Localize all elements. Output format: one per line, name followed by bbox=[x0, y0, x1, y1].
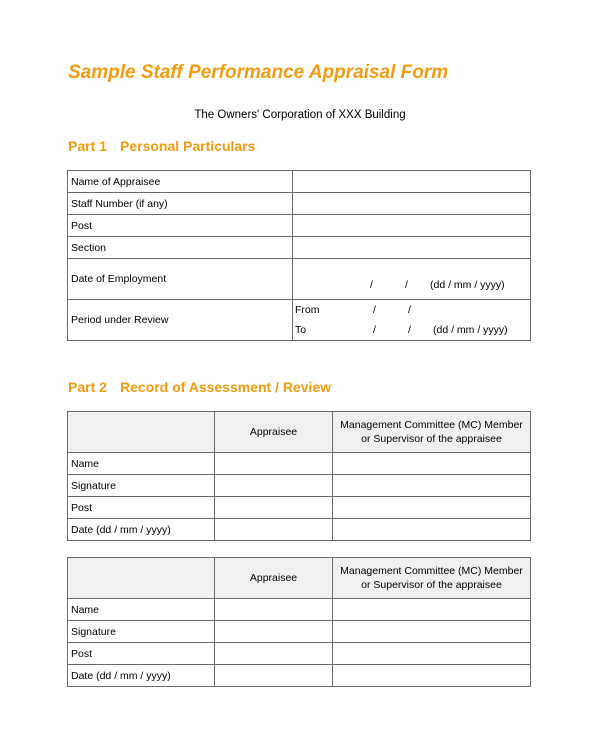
personal-particulars-table bbox=[67, 170, 531, 341]
table-row bbox=[68, 193, 531, 215]
table-row bbox=[68, 237, 531, 259]
date-format-hint: (dd / mm / yyyy) bbox=[433, 324, 508, 336]
form-title: Sample Staff Performance Appraisal Form bbox=[68, 62, 449, 83]
appraisee-signature-field[interactable] bbox=[215, 621, 333, 643]
appraisee-name-field[interactable] bbox=[215, 453, 333, 475]
signature-label: Signature bbox=[68, 621, 215, 643]
table-header-row bbox=[68, 558, 531, 599]
appraisee-column-header: Appraisee bbox=[215, 558, 333, 599]
header-blank bbox=[68, 558, 215, 599]
part2-number: Part 2 bbox=[68, 379, 107, 395]
table-row bbox=[68, 215, 531, 237]
date-slash: / bbox=[373, 304, 376, 316]
mc-name-field[interactable] bbox=[333, 599, 531, 621]
staff-number-field[interactable] bbox=[293, 193, 531, 215]
name-label: Name bbox=[68, 453, 215, 475]
mc-column-header: Management Committee (MC) Member or Supervisor of the appraisee bbox=[333, 558, 531, 599]
mc-name-field[interactable] bbox=[333, 453, 531, 475]
part1-heading bbox=[68, 138, 255, 154]
mc-post-field[interactable] bbox=[333, 497, 531, 519]
name-of-appraisee-label: Name of Appraisee bbox=[68, 171, 293, 193]
date-of-employment-label: Date of Employment bbox=[68, 259, 293, 300]
part2-title: Record of Assessment / Review bbox=[120, 379, 332, 395]
table-row bbox=[68, 475, 531, 497]
from-label: From bbox=[295, 304, 320, 316]
part2-heading bbox=[68, 379, 331, 395]
part1-number: Part 1 bbox=[68, 138, 107, 154]
date-label: Date (dd / mm / yyyy) bbox=[68, 519, 215, 541]
header-blank bbox=[68, 412, 215, 453]
to-label: To bbox=[295, 324, 307, 336]
post-field[interactable] bbox=[293, 215, 531, 237]
table-row bbox=[68, 497, 531, 519]
period-under-review-label: Period under Review bbox=[68, 300, 293, 341]
date-label: Date (dd / mm / yyyy) bbox=[68, 665, 215, 687]
period-from-line[interactable] bbox=[293, 300, 530, 320]
mc-date-field[interactable] bbox=[333, 665, 531, 687]
post-label: Post bbox=[68, 497, 215, 519]
table-row bbox=[68, 643, 531, 665]
appraisee-date-field[interactable] bbox=[215, 519, 333, 541]
mc-signature-field[interactable] bbox=[333, 621, 531, 643]
appraisee-name-field[interactable] bbox=[215, 599, 333, 621]
table-row bbox=[68, 171, 531, 193]
date-format-hint: (dd / mm / yyyy) bbox=[430, 279, 505, 291]
appraisee-post-field[interactable] bbox=[215, 497, 333, 519]
staff-number-label: Staff Number (if any) bbox=[68, 193, 293, 215]
post-label: Post bbox=[68, 215, 293, 237]
period-under-review-field[interactable] bbox=[293, 300, 531, 341]
appraisee-signature-field[interactable] bbox=[215, 475, 333, 497]
mc-date-field[interactable] bbox=[333, 519, 531, 541]
appraisee-column-header: Appraisee bbox=[215, 412, 333, 453]
period-to-line[interactable] bbox=[293, 320, 530, 340]
post-label: Post bbox=[68, 643, 215, 665]
name-label: Name bbox=[68, 599, 215, 621]
date-slash: / bbox=[405, 279, 408, 291]
section-label: Section bbox=[68, 237, 293, 259]
date-slash: / bbox=[373, 324, 376, 336]
mc-post-field[interactable] bbox=[333, 643, 531, 665]
table-row bbox=[68, 259, 531, 300]
table-row bbox=[68, 621, 531, 643]
name-of-appraisee-field[interactable] bbox=[293, 171, 531, 193]
assessment-table-2 bbox=[67, 557, 531, 687]
mc-column-header: Management Committee (MC) Member or Supervisor of the appraisee bbox=[333, 412, 531, 453]
signature-label: Signature bbox=[68, 475, 215, 497]
table-header-row bbox=[68, 412, 531, 453]
date-slash: / bbox=[408, 324, 411, 336]
appraisee-date-field[interactable] bbox=[215, 665, 333, 687]
table-row bbox=[68, 300, 531, 341]
form-subtitle: The Owners' Corporation of XXX Building bbox=[194, 109, 406, 121]
section-field[interactable] bbox=[293, 237, 531, 259]
date-slash: / bbox=[408, 304, 411, 316]
table-row bbox=[68, 665, 531, 687]
table-row bbox=[68, 519, 531, 541]
assessment-table-1 bbox=[67, 411, 531, 541]
part1-title: Personal Particulars bbox=[120, 138, 256, 154]
date-of-employment-field[interactable] bbox=[293, 259, 531, 300]
table-row bbox=[68, 453, 531, 475]
mc-signature-field[interactable] bbox=[333, 475, 531, 497]
table-row bbox=[68, 599, 531, 621]
date-slash: / bbox=[370, 279, 373, 291]
appraisee-post-field[interactable] bbox=[215, 643, 333, 665]
